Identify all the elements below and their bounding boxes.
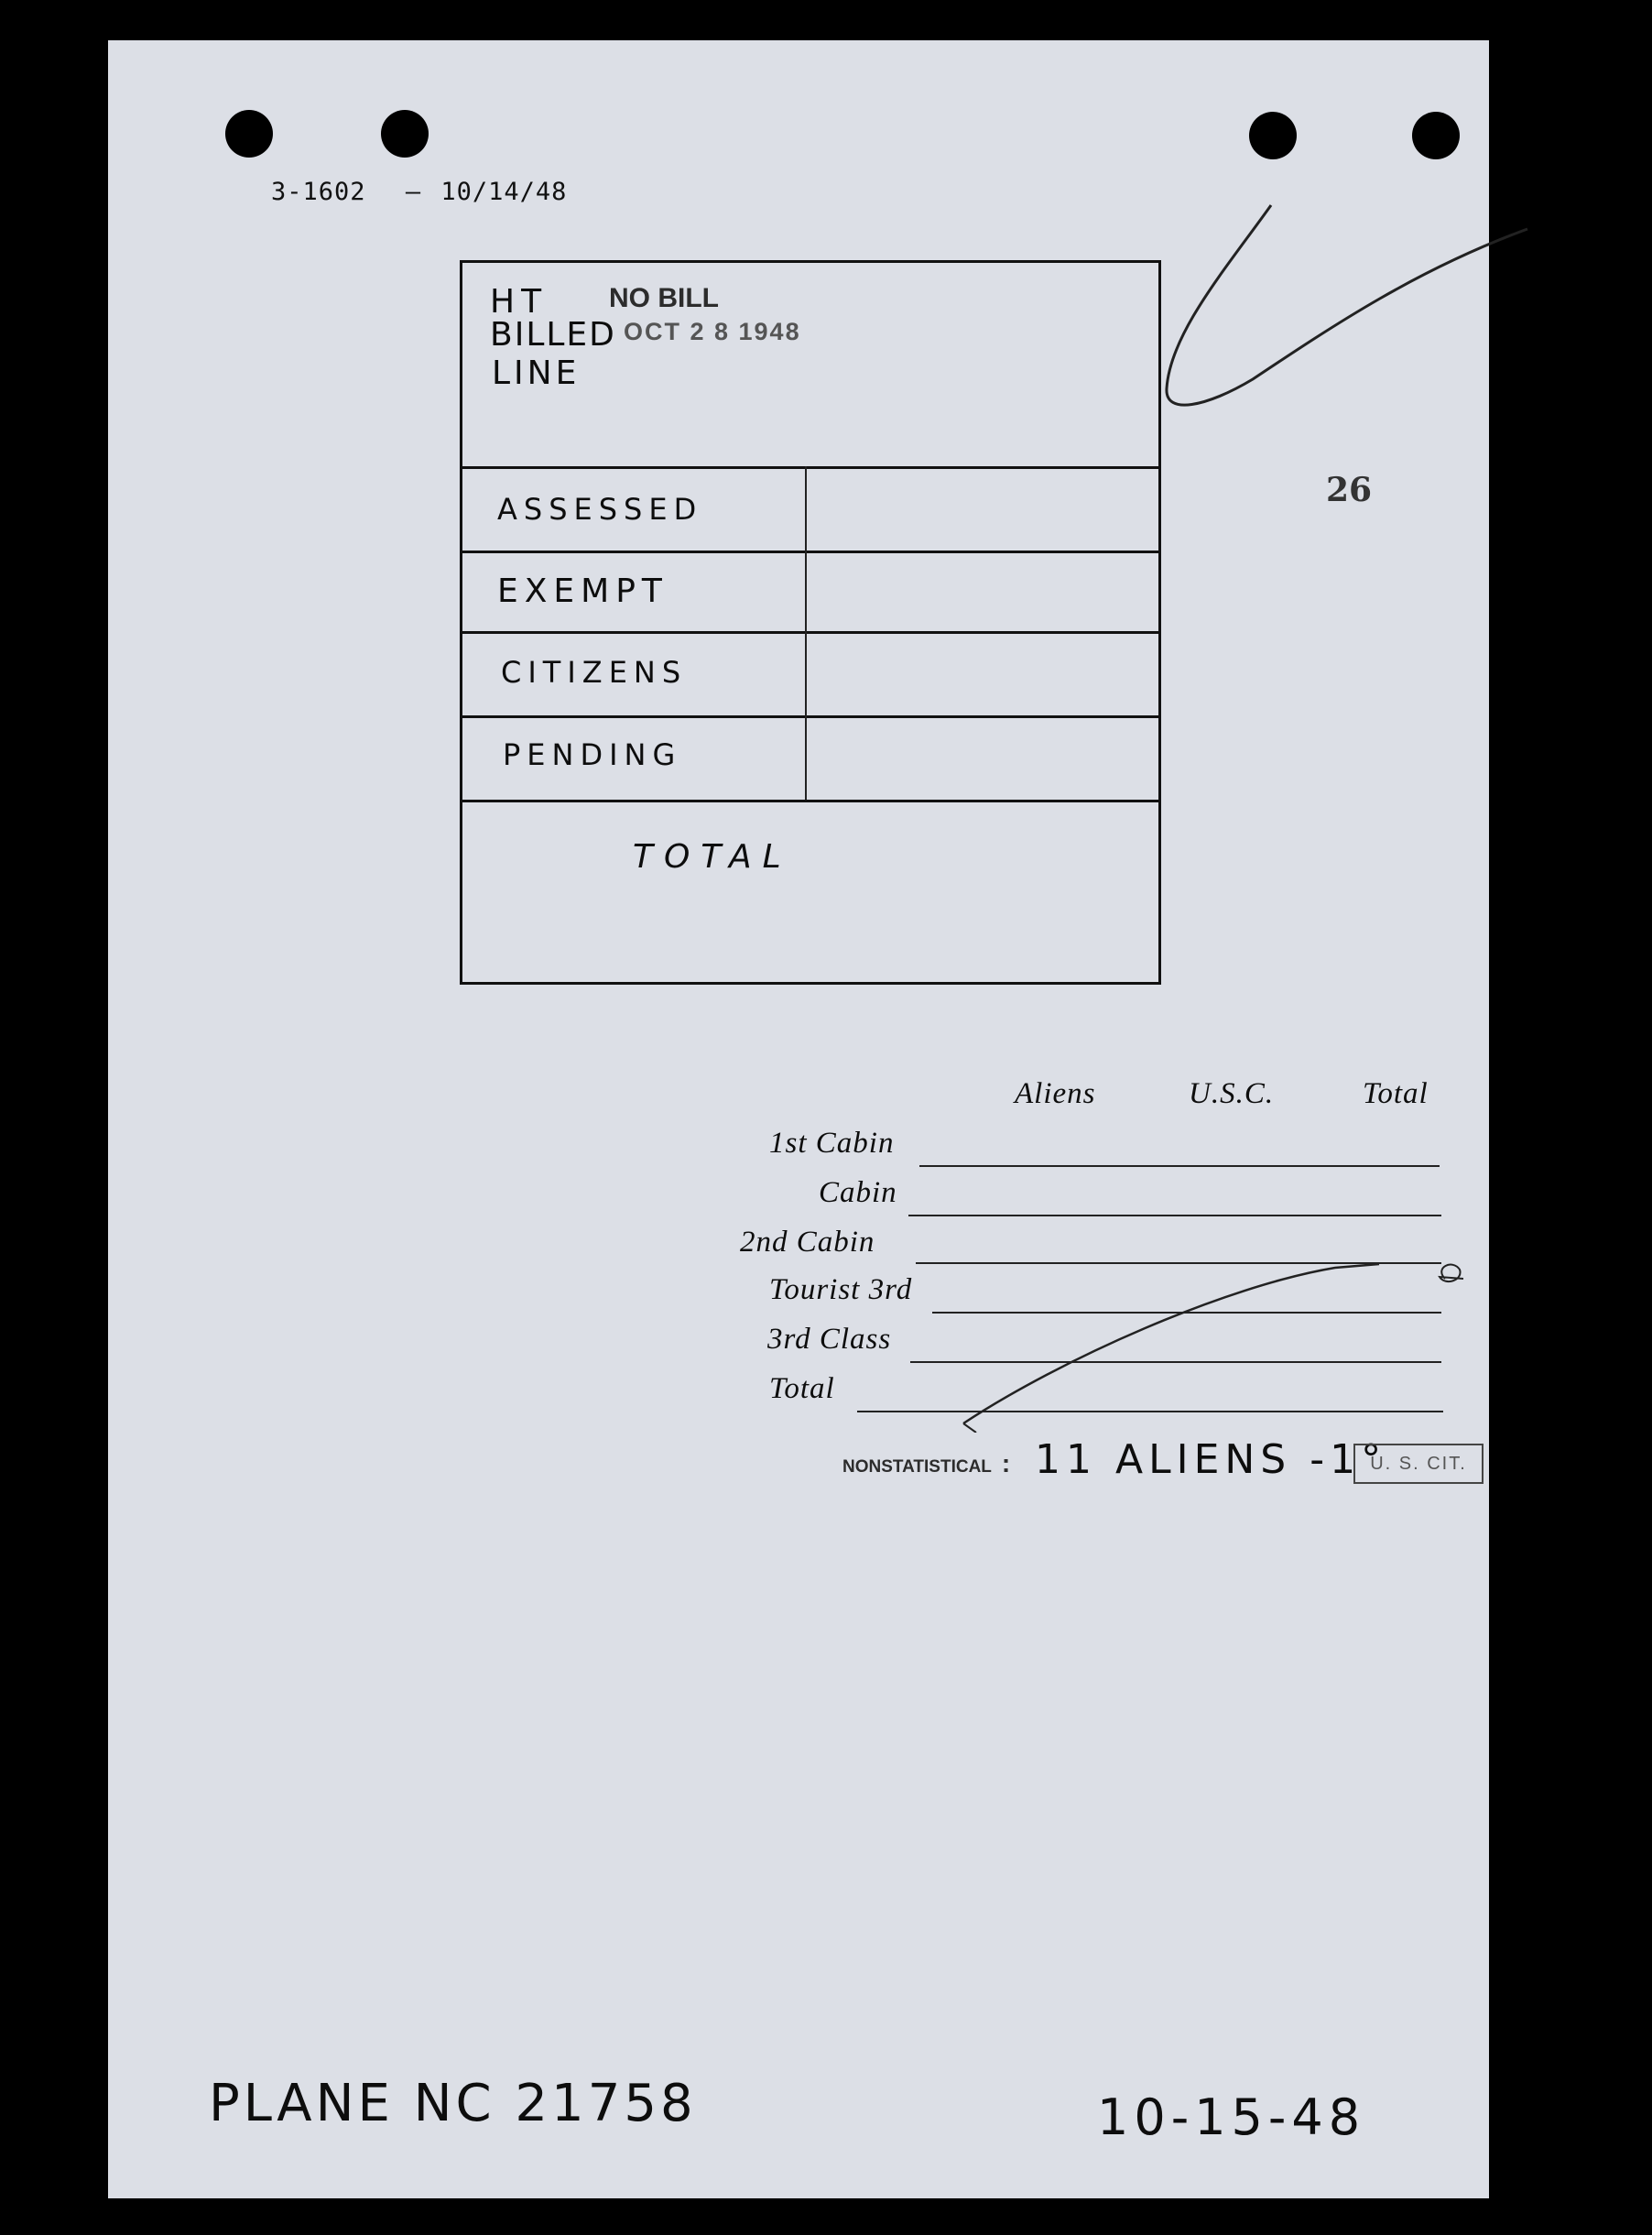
billing-row-divider-3 xyxy=(462,631,1158,634)
column-header-aliens: Aliens xyxy=(1015,1077,1096,1110)
billing-line-line: LINE xyxy=(492,354,581,392)
class-row-cabin: Cabin xyxy=(819,1176,897,1209)
nonstatistical-label-text: NONSTATISTICAL xyxy=(842,1457,992,1477)
class-row-tourist-3rd: Tourist 3rd xyxy=(769,1273,913,1306)
nonstatistical-handwritten: 11 ALIENS -1° xyxy=(1035,1436,1387,1483)
no-bill-stamp: NO BILL xyxy=(609,283,719,313)
page-number: 26 xyxy=(1326,471,1373,509)
billing-row-divider-4 xyxy=(462,715,1158,718)
checkmark-icon xyxy=(1115,159,1555,434)
punch-hole-3 xyxy=(1249,112,1297,159)
row-label-citizens: CITIZENS xyxy=(501,655,688,690)
class-row-total: Total xyxy=(769,1372,835,1405)
strike-through-mark xyxy=(951,1249,1518,1433)
class-row-2nd-cabin: 2nd Cabin xyxy=(740,1226,875,1259)
footer-date: 10-15-48 xyxy=(1097,2088,1366,2146)
row-label-assessed: ASSESSED xyxy=(497,492,703,527)
billing-box xyxy=(460,260,1161,985)
footer-plane-number: PLANE NC 21758 xyxy=(209,2074,697,2133)
punch-hole-4 xyxy=(1412,112,1460,159)
class-row-line-1 xyxy=(919,1165,1440,1167)
class-row-3rd-class: 3rd Class xyxy=(767,1323,892,1356)
column-header-usc: U.S.C. xyxy=(1189,1077,1275,1110)
file-ref: 3-1602 xyxy=(271,178,366,206)
row-label-exempt: EXEMPT xyxy=(497,572,668,610)
billing-line-ht: HT xyxy=(490,283,549,321)
billing-row-divider-1 xyxy=(462,466,1158,469)
document-page xyxy=(108,40,1489,2198)
header-date: 10/14/48 xyxy=(440,178,568,206)
nonstatistical-label xyxy=(842,1449,1010,1478)
billing-row-divider-5 xyxy=(462,800,1158,802)
punch-hole-1 xyxy=(225,110,273,158)
stamp-date: OCT 2 8 1948 xyxy=(624,318,801,345)
punch-hole-2 xyxy=(381,110,429,158)
billing-line-billed: BILLED xyxy=(490,316,616,354)
class-row-line-2 xyxy=(908,1215,1441,1216)
header-reference xyxy=(271,178,567,206)
billing-total-label: TOTAL xyxy=(633,838,792,876)
header-dash: — xyxy=(405,178,422,206)
column-header-total: Total xyxy=(1363,1077,1429,1110)
us-cit-stamp: U. S. CIT. xyxy=(1353,1444,1484,1484)
billing-column-divider xyxy=(805,466,807,800)
billing-row-divider-2 xyxy=(462,551,1158,553)
nonstatistical-colon: : xyxy=(1001,1449,1011,1477)
class-row-1st-cabin: 1st Cabin xyxy=(769,1127,895,1160)
row-label-pending: PENDING xyxy=(503,737,682,772)
